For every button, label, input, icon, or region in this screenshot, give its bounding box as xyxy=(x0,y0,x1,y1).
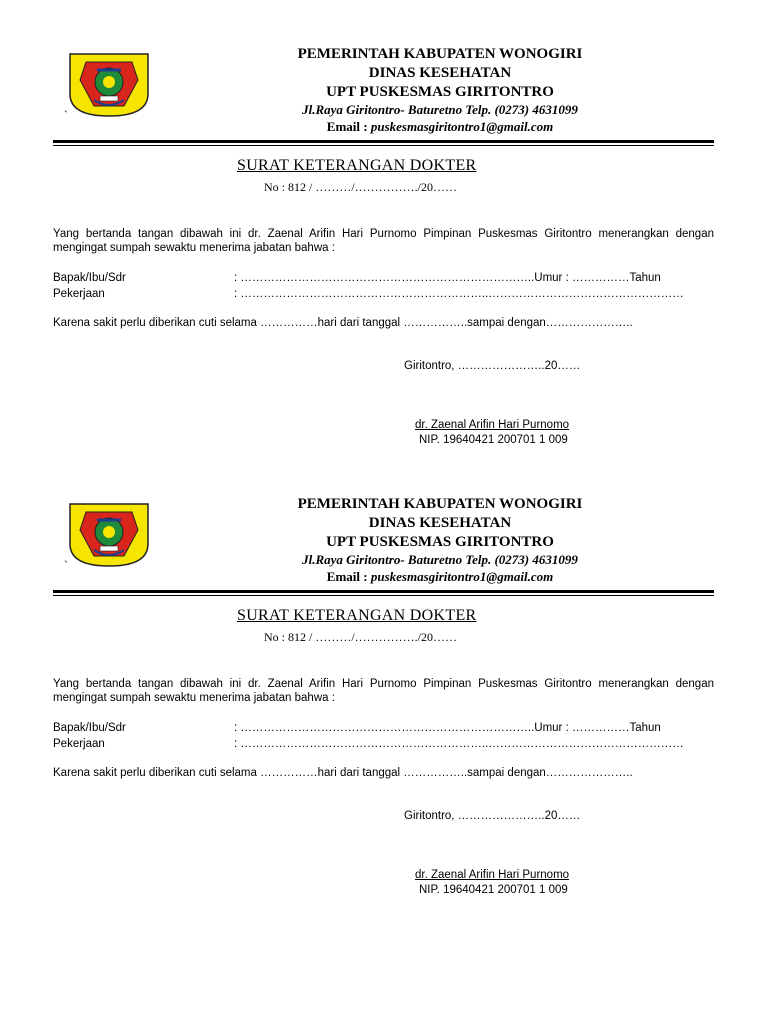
header-unit-line: UPT PUSKESMAS GIRITONTRO xyxy=(326,534,554,550)
intro-paragraph: Yang bertanda tangan dibawah ini dr. Zaenal Arifin Hari Purnomo Pimpinan Puskesmas Giritontro menerangkan dengan mengingat sumpah sewaktu menerima jabatan bahwa : xyxy=(53,228,714,254)
header-divider-thin xyxy=(53,595,714,596)
header-agency-line: DINAS KESEHATAN xyxy=(368,515,512,531)
document-number: No : 812 / ………/……………./20…… xyxy=(264,180,458,194)
kabupaten-emblem-logo xyxy=(66,500,152,568)
address-text: Jl.Raya Giritontro- Baturetno Telp. (0273) 4631099 xyxy=(302,102,578,117)
signatory-nip: NIP. 19640421 200701 1 009 xyxy=(419,434,568,446)
occupation-blank: : ………………………………………………………..…………………………………………… xyxy=(234,288,684,300)
header-government-line: PEMERINTAH KABUPATEN WONOGIRI xyxy=(297,46,583,62)
header-divider-thin xyxy=(53,145,714,146)
occupation-blank: : ………………………………………………………..…………………………………………… xyxy=(234,738,684,750)
header-agency-line: DINAS KESEHATAN xyxy=(368,65,512,81)
letter-2 xyxy=(0,450,768,900)
patient-name-label: Bapak/Ibu/Sdr xyxy=(53,722,126,734)
signatory-name: dr. Zaenal Arifin Hari Purnomo xyxy=(415,419,570,431)
signatory-nip: NIP. 19640421 200701 1 009 xyxy=(419,884,568,896)
intro-paragraph: Yang bertanda tangan dibawah ini dr. Zaenal Arifin Hari Purnomo Pimpinan Puskesmas Giritontro menerangkan dengan mengingat sumpah sewaktu menerima jabatan bahwa : xyxy=(53,678,714,704)
header-divider-thick xyxy=(53,590,714,593)
letter-1 xyxy=(0,0,768,450)
occupation-label: Pekerjaan xyxy=(53,738,105,750)
place-date: Giritontro, …………………..20…… xyxy=(404,810,581,822)
header-address xyxy=(200,552,680,568)
header-unit-line: UPT PUSKESMAS GIRITONTRO xyxy=(326,84,554,100)
document-title: SURAT KETERANGAN DOKTER xyxy=(237,157,477,174)
email-label: Email : xyxy=(326,569,371,584)
patient-name-label: Bapak/Ibu/Sdr xyxy=(53,272,126,284)
document-title: SURAT KETERANGAN DOKTER xyxy=(237,607,477,624)
header-email xyxy=(200,119,680,135)
stray-mark: ` xyxy=(64,558,68,572)
header-government-line: PEMERINTAH KABUPATEN WONOGIRI xyxy=(297,496,583,512)
signatory-name: dr. Zaenal Arifin Hari Purnomo xyxy=(415,869,570,881)
patient-name-blank: : …………………………………………………………………..Umur : ……………Tahun xyxy=(234,272,661,284)
stray-mark: ` xyxy=(64,108,68,122)
header-address xyxy=(200,102,680,118)
header-divider-thick xyxy=(53,140,714,143)
occupation-label: Pekerjaan xyxy=(53,288,105,300)
email-label: Email : xyxy=(326,119,371,134)
email-address: puskesmasgiritontro1@gmail.com xyxy=(370,119,554,134)
document-number: No : 812 / ………/……………./20…… xyxy=(264,630,458,644)
patient-name-blank: : …………………………………………………………………..Umur : ……………Tahun xyxy=(234,722,661,734)
sick-leave-statement: Karena sakit perlu diberikan cuti selama ……………hari dari tanggal ……………..sampai dengan………………….. xyxy=(53,317,633,329)
email-address: puskesmasgiritontro1@gmail.com xyxy=(370,569,554,584)
kabupaten-emblem-logo xyxy=(66,50,152,118)
header-email xyxy=(200,569,680,585)
address-text: Jl.Raya Giritontro- Baturetno Telp. (0273) 4631099 xyxy=(302,552,578,567)
place-date: Giritontro, …………………..20…… xyxy=(404,360,581,372)
sick-leave-statement: Karena sakit perlu diberikan cuti selama ……………hari dari tanggal ……………..sampai dengan………………….. xyxy=(53,767,633,779)
